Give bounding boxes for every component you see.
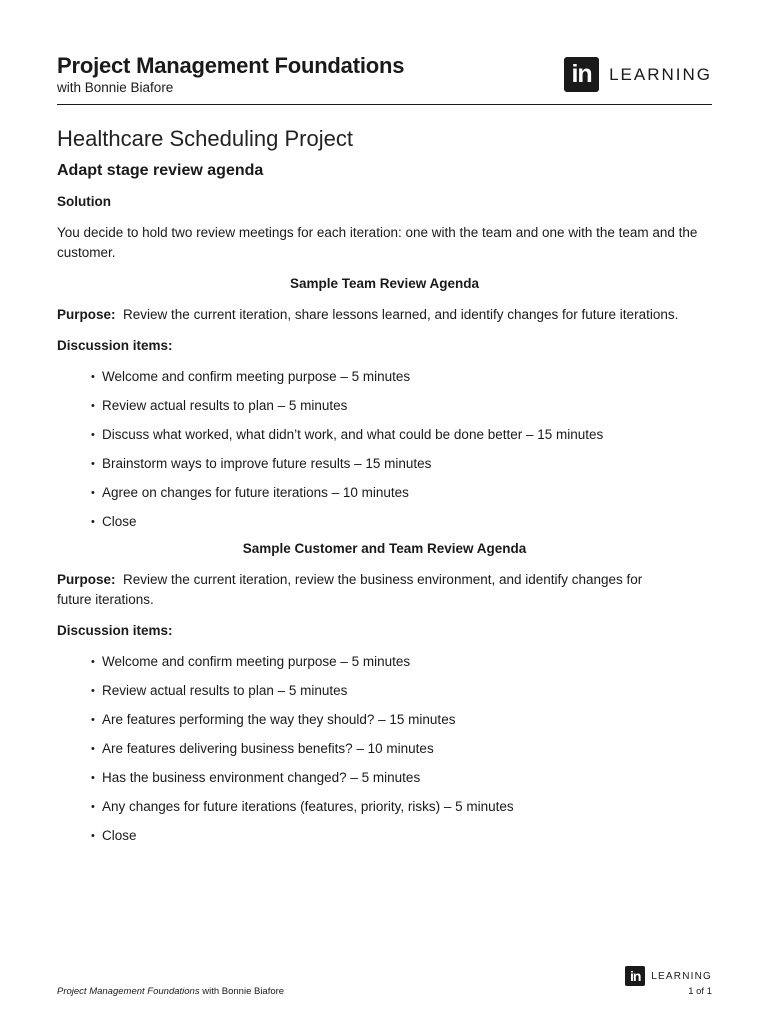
footer-course-title: Project Management Foundations bbox=[57, 986, 200, 997]
project-title: Healthcare Scheduling Project bbox=[57, 126, 353, 151]
list-item: • Review actual results to plan – 5 minutes bbox=[91, 681, 712, 701]
team-agenda-purpose bbox=[57, 305, 712, 325]
solution-label: Solution bbox=[57, 194, 111, 209]
footer-linkedin-learning-logo bbox=[625, 966, 712, 986]
document-header bbox=[57, 52, 712, 104]
linkedin-in-icon: in bbox=[564, 57, 599, 92]
list-item: • Welcome and confirm meeting purpose – 5 minutes bbox=[91, 652, 712, 672]
customer-agenda-purpose bbox=[57, 570, 657, 610]
list-item: • Review actual results to plan – 5 minutes bbox=[91, 396, 712, 416]
list-item: • Are features performing the way they should? – 15 minutes bbox=[91, 710, 712, 730]
course-author: with Bonnie Biafore bbox=[57, 80, 174, 95]
page-number: 1 of 1 bbox=[688, 986, 712, 997]
customer-agenda-heading: Sample Customer and Team Review Agenda bbox=[242, 541, 527, 556]
list-item: • Any changes for future iterations (features, priority, risks) – 5 minutes bbox=[91, 797, 712, 817]
logo-wordmark: LEARNING bbox=[609, 64, 712, 84]
customer-discussion-label: Discussion items: bbox=[57, 623, 173, 638]
list-item: • Brainstorm ways to improve future results – 15 minutes bbox=[91, 454, 712, 474]
footer-logo-wordmark: LEARNING bbox=[651, 970, 712, 982]
list-item: • Has the business environment changed? – 5 minutes bbox=[91, 768, 712, 788]
list-item: • Welcome and confirm meeting purpose – 5 minutes bbox=[91, 367, 712, 387]
footer-author: with Bonnie Biafore bbox=[199, 986, 285, 997]
linkedin-learning-logo bbox=[564, 57, 712, 92]
team-agenda-heading: Sample Team Review Agenda bbox=[289, 276, 480, 291]
stage-title: Adapt stage review agenda bbox=[57, 162, 264, 179]
team-discussion-list bbox=[57, 367, 712, 532]
course-title: Project Management Foundations bbox=[57, 53, 405, 78]
list-item: • Close bbox=[91, 826, 712, 846]
team-discussion-label: Discussion items: bbox=[57, 338, 173, 353]
purpose-label: Purpose: bbox=[57, 572, 116, 587]
purpose-text: Review the current iteration, review the business environment, and identify changes for future iterations. bbox=[57, 572, 643, 607]
footer-credit bbox=[57, 986, 284, 997]
document-page bbox=[57, 52, 712, 846]
linkedin-in-icon: in bbox=[625, 966, 645, 986]
list-item: • Close bbox=[91, 512, 712, 532]
intro-paragraph: You decide to hold two review meetings for each iteration: one with the team and one with the team and the customer. bbox=[57, 225, 698, 260]
list-item: • Discuss what worked, what didn’t work, and what could be done better – 15 minutes bbox=[91, 425, 712, 445]
customer-discussion-list bbox=[57, 652, 712, 846]
header-divider bbox=[57, 104, 712, 105]
purpose-label: Purpose: bbox=[57, 307, 116, 322]
list-item: • Are features delivering business benefits? – 10 minutes bbox=[91, 739, 712, 759]
list-item: • Agree on changes for future iterations – 10 minutes bbox=[91, 483, 712, 503]
purpose-text: Review the current iteration, share lessons learned, and identify changes for future iterations. bbox=[123, 307, 679, 322]
